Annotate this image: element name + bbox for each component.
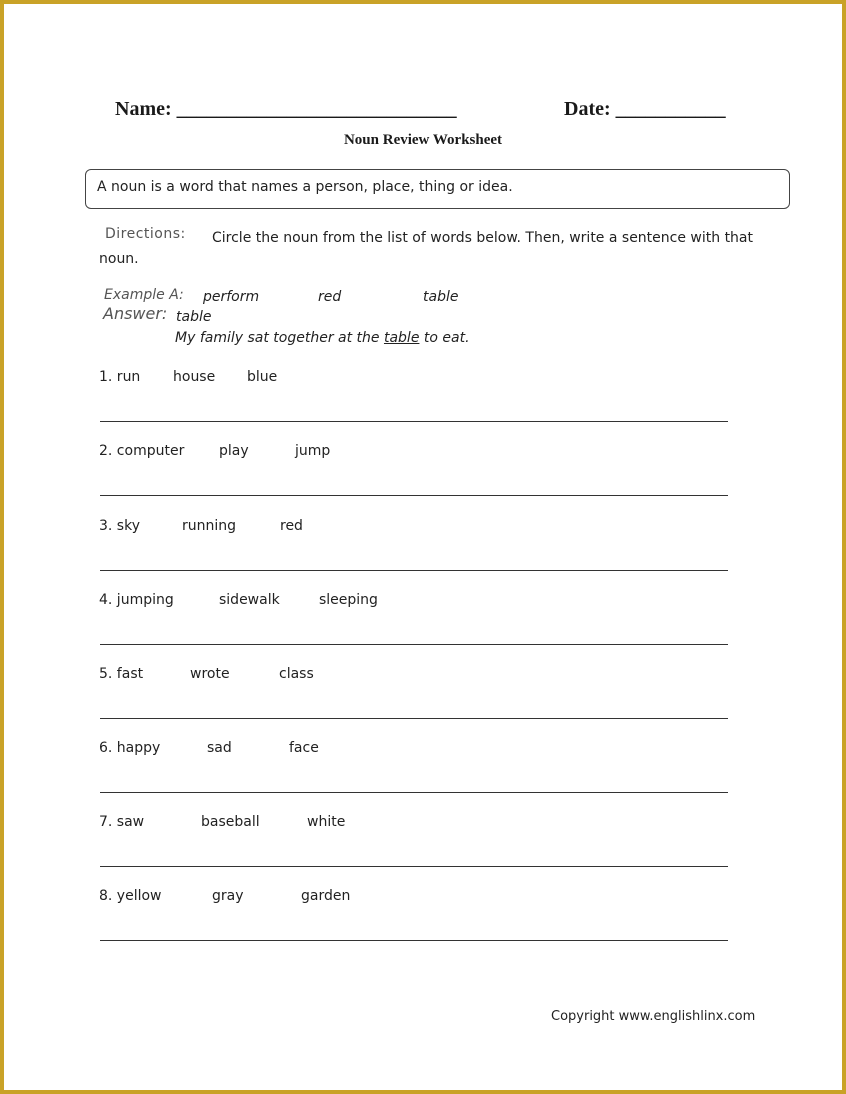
question-2-word-1: 2. computer [99, 443, 185, 459]
example-word-2: red [318, 289, 342, 305]
question-3-word-2: running [182, 518, 237, 534]
question-6-answer-line[interactable] [100, 792, 728, 793]
answer-label: Answer: [103, 304, 168, 323]
example-sentence [175, 330, 470, 346]
example-sentence-noun: table [383, 330, 420, 346]
answer-word: table [176, 309, 212, 325]
question-5-word-3: class [279, 666, 314, 682]
question-2-answer-line[interactable] [100, 495, 728, 496]
question-1-word-3: blue [247, 369, 278, 385]
question-1-answer-line[interactable] [100, 421, 728, 422]
question-7-word-2: baseball [201, 814, 260, 830]
question-3-word-1: 3. sky [99, 518, 140, 534]
question-2-word-2: play [219, 443, 249, 459]
question-7-word-1: 7. saw [99, 814, 145, 830]
name-field-label: Name: ____________________________ [115, 98, 457, 120]
example-label: Example A: [104, 287, 184, 303]
question-5-answer-line[interactable] [100, 718, 728, 719]
question-4-answer-line[interactable] [100, 644, 728, 645]
question-7-answer-line[interactable] [100, 866, 728, 867]
copyright-text: Copyright www.englishlinx.com [551, 1009, 756, 1024]
question-1-word-1: 1. run [99, 369, 141, 385]
example-word-3: table [423, 289, 459, 305]
question-3-answer-line[interactable] [100, 570, 728, 571]
question-1-word-2: house [173, 369, 216, 385]
question-4-word-1: 4. jumping [99, 592, 174, 608]
question-8-answer-line[interactable] [100, 940, 728, 941]
question-2-word-3: jump [295, 443, 331, 459]
question-8-word-3: garden [301, 888, 351, 904]
example-sentence-start: My family sat together at the [175, 330, 384, 346]
question-8-word-1: 8. yellow [99, 888, 162, 904]
question-6-word-3: face [289, 740, 319, 756]
directions-label: Directions: [105, 226, 186, 242]
question-5-word-2: wrote [190, 666, 230, 682]
question-3-word-3: red [280, 518, 303, 534]
question-5-word-1: 5. fast [99, 666, 144, 682]
directions-line-2: noun. [99, 251, 139, 267]
definition-text: A noun is a word that names a person, place, thing or idea. [97, 179, 513, 195]
example-sentence-end: to eat. [419, 330, 470, 346]
question-4-word-3: sleeping [319, 592, 378, 608]
question-4-word-2: sidewalk [219, 592, 280, 608]
date-field-label: Date: ___________ [564, 98, 726, 120]
example-word-1: perform [203, 289, 260, 305]
question-7-word-3: white [307, 814, 346, 830]
worksheet-title: Noun Review Worksheet [343, 132, 503, 148]
directions-line-1: Circle the noun from the list of words below. Then, write a sentence with that [212, 230, 754, 246]
question-8-word-2: gray [212, 888, 244, 904]
question-6-word-2: sad [207, 740, 232, 756]
question-6-word-1: 6. happy [99, 740, 161, 756]
